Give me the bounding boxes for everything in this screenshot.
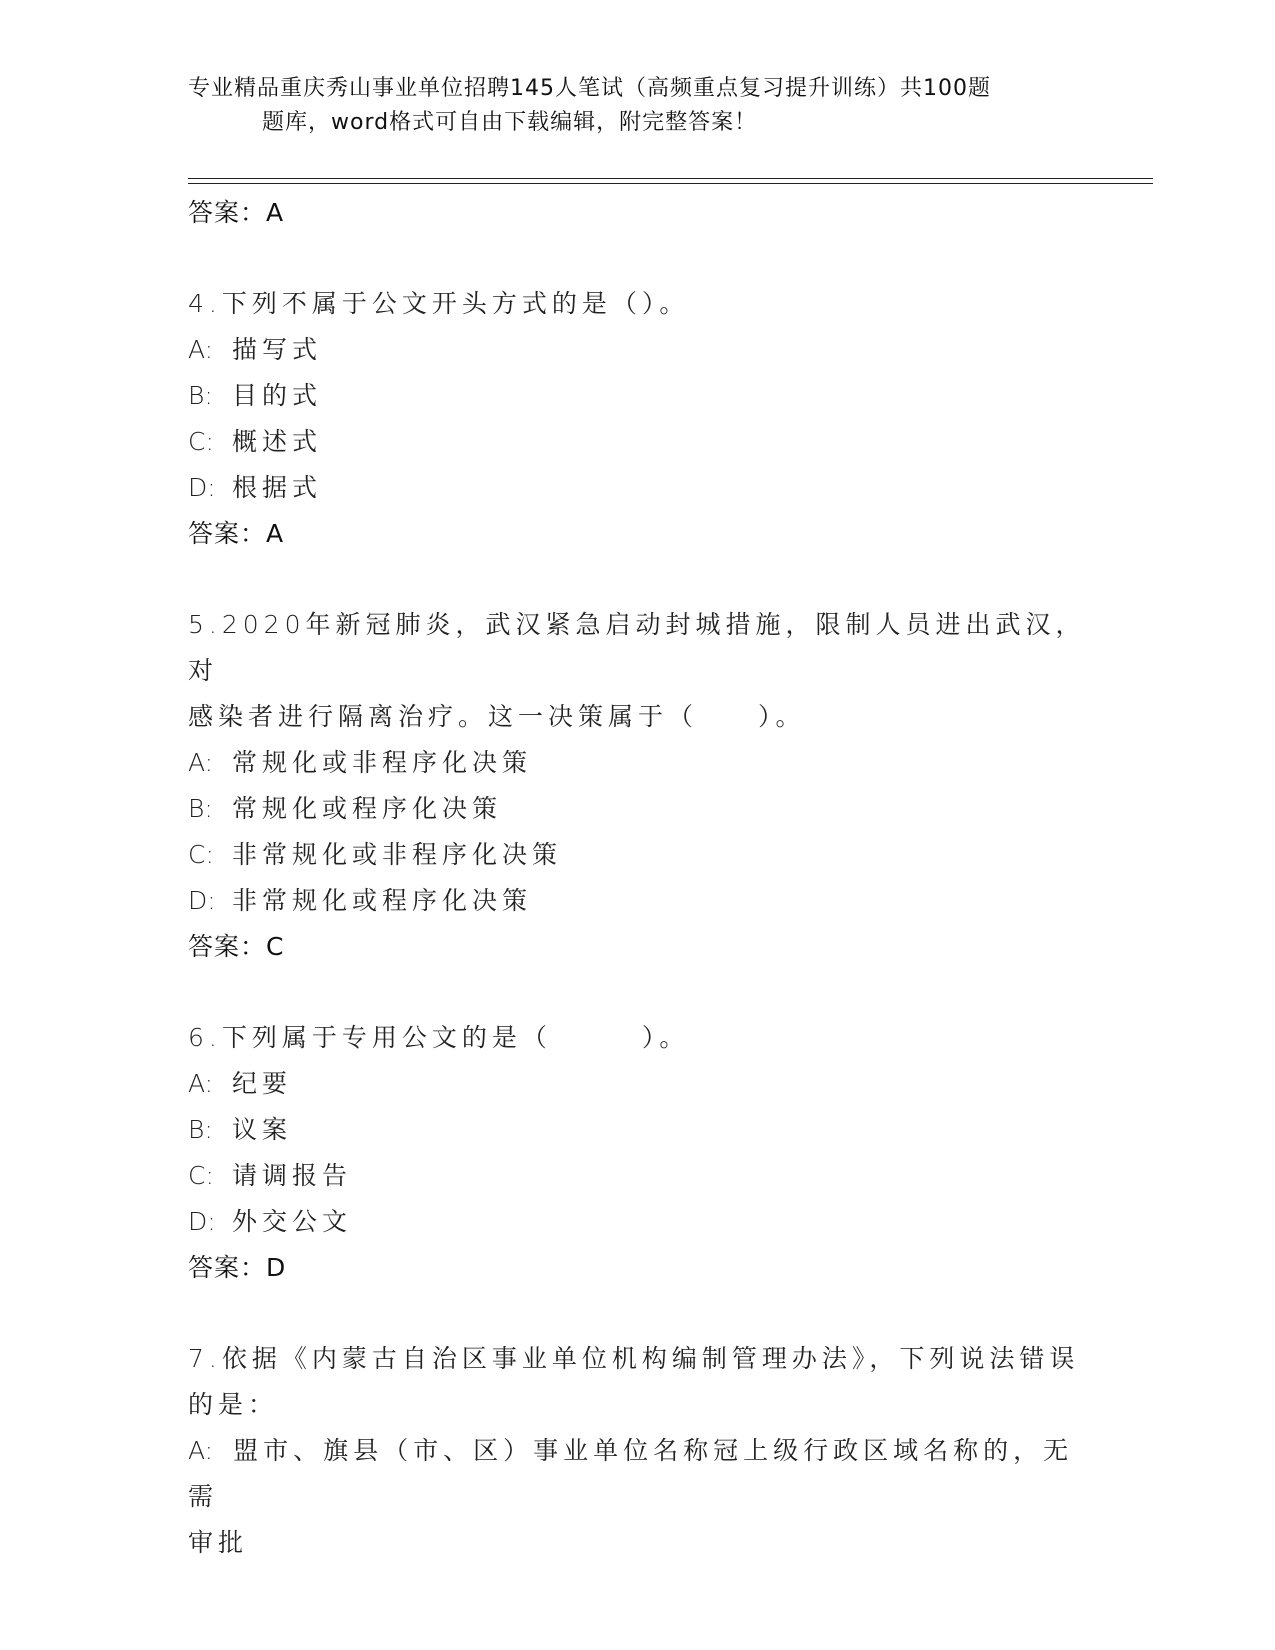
option-d (188, 465, 1088, 511)
option-key: A: (188, 1436, 214, 1465)
question-4 (188, 281, 1088, 557)
header-divider-bottom (188, 183, 1153, 184)
option-key: A: (188, 335, 214, 364)
option-key: A: (188, 748, 214, 777)
header-title-line-2: 题库，word格式可自由下载编辑，附完整答案！ (262, 110, 758, 135)
option-text: 盟市、旗县（市、区）事业单位名称冠上级行政区域名称的，无需 (188, 1436, 1074, 1511)
question-text-continued: 感染者进行隔离治疗。这一决策属于（ ）。 (188, 702, 806, 731)
option-text: 常规化或程序化决策 (232, 794, 503, 823)
option-key: C: (188, 427, 214, 456)
option-key: B: (188, 1115, 213, 1144)
option-b (188, 373, 1088, 419)
option-text: 非常规化或程序化决策 (232, 886, 533, 915)
option-a (188, 740, 1088, 786)
question-text: 6.下列属于专用公文的是（ ）。 (188, 1023, 690, 1052)
option-c (188, 1153, 1088, 1199)
answer-line: 答案：C (188, 932, 285, 961)
option-text: 概述式 (232, 427, 323, 456)
header-title-line-1: 专业精品重庆秀山事业单位招聘145人笔试（高频重点复习提升训练）共100题 (188, 76, 991, 101)
question-text-continued: 的是： (188, 1390, 279, 1419)
option-key: B: (188, 794, 213, 823)
option-d (188, 878, 1088, 924)
question-text: 5.2020年新冠肺炎，武汉紧急启动封城措施，限制人员进出武汉，对 (188, 610, 1086, 685)
option-b (188, 786, 1088, 832)
option-key: A: (188, 1069, 214, 1098)
option-text: 描写式 (232, 335, 323, 364)
option-key: C: (188, 1161, 214, 1190)
question-text: 4.下列不属于公文开头方式的是（）。 (188, 289, 690, 318)
question-list (188, 190, 1088, 1566)
question-5 (188, 602, 1088, 970)
option-c (188, 832, 1088, 878)
option-key: D: (188, 473, 216, 502)
option-a (188, 327, 1088, 373)
option-text: 纪要 (232, 1069, 293, 1098)
answer-line: 答案：A (188, 519, 285, 548)
option-text: 议案 (232, 1115, 293, 1144)
option-a-continued: 审批 (188, 1528, 249, 1557)
option-key: D: (188, 886, 216, 915)
answer-line: 答案：D (188, 1253, 287, 1282)
option-key: B: (188, 381, 213, 410)
option-text: 外交公文 (232, 1207, 353, 1236)
option-b (188, 1107, 1088, 1153)
question-6 (188, 1015, 1088, 1291)
option-d (188, 1199, 1088, 1245)
option-key: D: (188, 1207, 216, 1236)
answer-line: 答案：A (188, 198, 285, 227)
option-text: 非常规化或非程序化决策 (232, 840, 563, 869)
option-text: 根据式 (232, 473, 323, 502)
option-text: 请调报告 (232, 1161, 353, 1190)
question-text: 7.依据《内蒙古自治区事业单位机构编制管理办法》，下列说法错误 (188, 1344, 1080, 1373)
option-c (188, 419, 1088, 465)
option-key: C: (188, 840, 214, 869)
header-divider-top (188, 178, 1153, 179)
question-7 (188, 1336, 1088, 1566)
option-text: 目的式 (232, 381, 323, 410)
option-a (188, 1428, 1088, 1520)
document-header (188, 72, 1068, 140)
option-text: 常规化或非程序化决策 (232, 748, 533, 777)
option-a (188, 1061, 1088, 1107)
